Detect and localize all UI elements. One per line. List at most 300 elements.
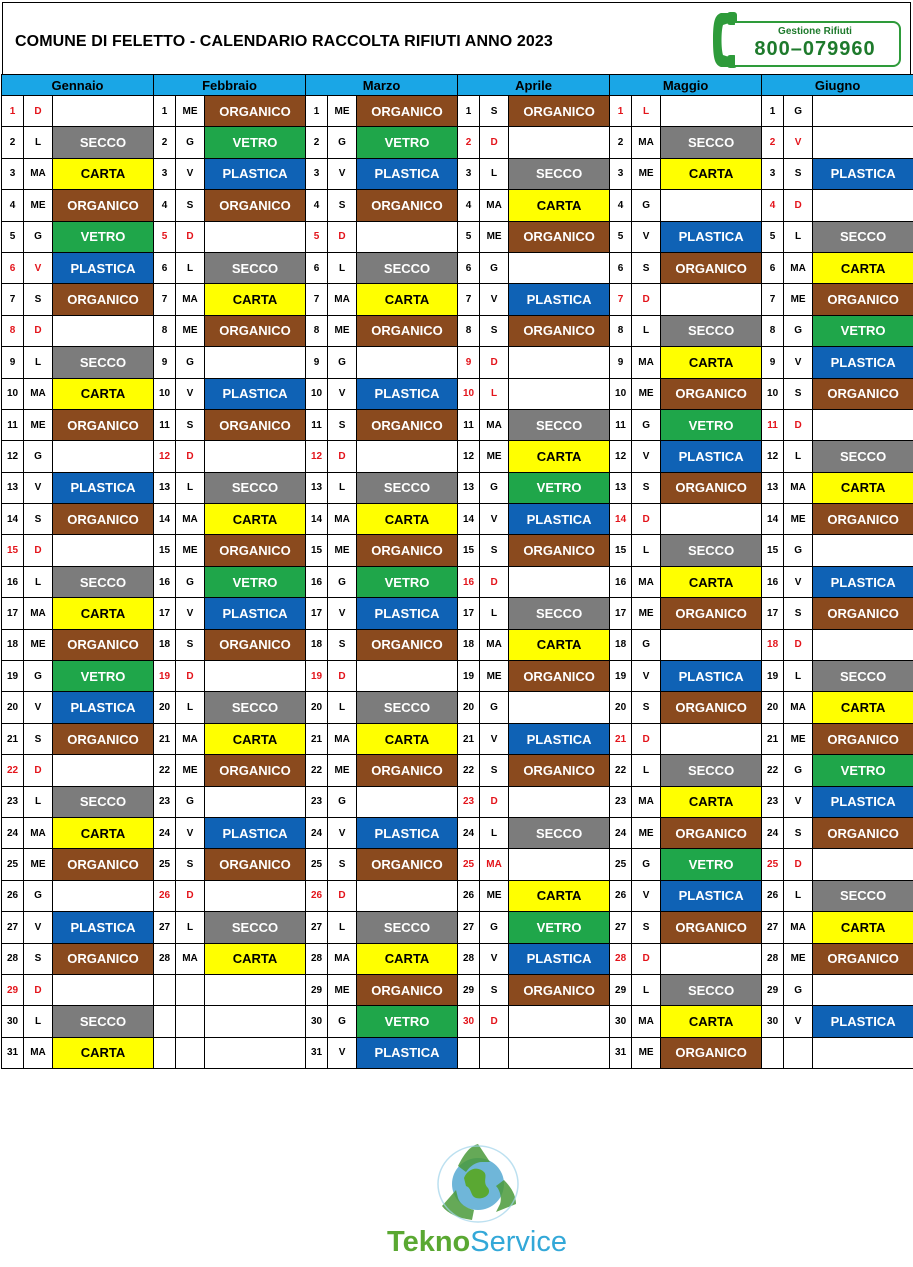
weekday: V [632, 880, 661, 911]
weekday: G [176, 347, 205, 378]
day-number: 14 [610, 504, 632, 535]
waste-type-cell: ORGANICO [53, 504, 154, 535]
day-number: 20 [762, 692, 784, 723]
waste-type-cell [661, 96, 762, 127]
weekday: L [480, 158, 509, 189]
waste-type-cell: ORGANICO [53, 723, 154, 754]
waste-type-cell: VETRO [53, 661, 154, 692]
weekday: L [632, 96, 661, 127]
weekday: ME [328, 974, 357, 1005]
weekday: S [480, 974, 509, 1005]
waste-type-cell: PLASTICA [205, 158, 306, 189]
waste-type-cell: VETRO [53, 221, 154, 252]
weekday: G [632, 629, 661, 660]
waste-type-cell [205, 880, 306, 911]
day-number: 1 [154, 96, 176, 127]
waste-type-cell: PLASTICA [661, 221, 762, 252]
waste-type-cell: ORGANICO [357, 629, 458, 660]
day-number: 12 [458, 441, 480, 472]
weekday: G [784, 755, 813, 786]
day-number: 7 [610, 284, 632, 315]
waste-type-cell: CARTA [53, 598, 154, 629]
waste-type-cell: SECCO [661, 127, 762, 158]
day-number: 16 [458, 566, 480, 597]
day-row [2, 912, 913, 943]
day-number: 3 [306, 158, 328, 189]
waste-type-cell: SECCO [661, 315, 762, 346]
day-number: 6 [458, 252, 480, 283]
waste-type-cell: SECCO [661, 755, 762, 786]
weekday: L [480, 378, 509, 409]
waste-type-cell: ORGANICO [205, 315, 306, 346]
waste-type-cell [661, 504, 762, 535]
waste-type-cell: SECCO [813, 221, 913, 252]
waste-type-cell: ORGANICO [813, 284, 913, 315]
day-number: 26 [2, 880, 24, 911]
weekday: MA [480, 409, 509, 440]
waste-type-cell: PLASTICA [509, 943, 610, 974]
waste-type-cell: PLASTICA [813, 1006, 913, 1037]
weekday: G [480, 252, 509, 283]
day-number: 23 [306, 786, 328, 817]
day-number: 16 [2, 566, 24, 597]
waste-type-cell [813, 409, 913, 440]
waste-type-cell: ORGANICO [205, 755, 306, 786]
waste-type-cell: CARTA [661, 347, 762, 378]
day-number: 30 [306, 1006, 328, 1037]
day-number: 5 [306, 221, 328, 252]
weekday: L [632, 755, 661, 786]
waste-type-cell: ORGANICO [661, 1037, 762, 1068]
day-number: 19 [610, 661, 632, 692]
weekday: ME [328, 755, 357, 786]
day-number: 15 [458, 535, 480, 566]
waste-type-cell: PLASTICA [509, 284, 610, 315]
waste-type-cell: ORGANICO [661, 912, 762, 943]
waste-type-cell: CARTA [813, 912, 913, 943]
weekday: V [784, 1006, 813, 1037]
weekday: S [632, 472, 661, 503]
weekday: MA [632, 127, 661, 158]
weekday: G [328, 1006, 357, 1037]
waste-type-cell: ORGANICO [357, 849, 458, 880]
day-row [2, 974, 913, 1005]
weekday: G [784, 974, 813, 1005]
day-row [2, 849, 913, 880]
phone-badge [711, 11, 901, 67]
weekday: D [24, 974, 53, 1005]
day-number: 23 [762, 786, 784, 817]
day-number: 7 [458, 284, 480, 315]
day-number: 11 [458, 409, 480, 440]
weekday: G [24, 441, 53, 472]
waste-type-cell [53, 974, 154, 1005]
waste-type-cell [509, 252, 610, 283]
waste-type-cell: ORGANICO [509, 974, 610, 1005]
weekday: D [176, 880, 205, 911]
weekday: S [24, 284, 53, 315]
day-number: 15 [2, 535, 24, 566]
waste-type-cell: SECCO [509, 158, 610, 189]
day-number: 30 [458, 1006, 480, 1037]
month-header: Aprile [458, 75, 610, 96]
weekday: G [480, 912, 509, 943]
weekday: L [24, 127, 53, 158]
waste-type-cell [813, 629, 913, 660]
day-number: 1 [762, 96, 784, 127]
waste-type-cell: PLASTICA [813, 786, 913, 817]
waste-type-cell: ORGANICO [357, 535, 458, 566]
waste-type-cell: ORGANICO [813, 504, 913, 535]
day-number: 21 [458, 723, 480, 754]
weekday: D [480, 127, 509, 158]
day-number: 13 [306, 472, 328, 503]
weekday: D [784, 629, 813, 660]
waste-type-cell: PLASTICA [357, 158, 458, 189]
day-number: 9 [762, 347, 784, 378]
day-number: 14 [458, 504, 480, 535]
waste-type-cell: ORGANICO [205, 409, 306, 440]
weekday: G [24, 880, 53, 911]
day-number: 1 [458, 96, 480, 127]
waste-type-cell [813, 849, 913, 880]
day-number: 26 [306, 880, 328, 911]
day-number: 23 [458, 786, 480, 817]
waste-type-cell [53, 96, 154, 127]
day-number: 16 [154, 566, 176, 597]
waste-type-cell: VETRO [661, 409, 762, 440]
waste-type-cell: SECCO [661, 535, 762, 566]
weekday: G [480, 472, 509, 503]
waste-type-cell [661, 284, 762, 315]
weekday: L [176, 912, 205, 943]
day-row [2, 755, 913, 786]
day-number: 10 [458, 378, 480, 409]
waste-type-cell: ORGANICO [813, 598, 913, 629]
day-number: 9 [610, 347, 632, 378]
waste-type-cell [205, 661, 306, 692]
weekday: V [784, 786, 813, 817]
waste-type-cell [509, 786, 610, 817]
waste-type-cell: VETRO [813, 755, 913, 786]
waste-type-cell [357, 661, 458, 692]
day-number: 18 [762, 629, 784, 660]
weekday: MA [176, 284, 205, 315]
weekday: D [328, 221, 357, 252]
day-number: 9 [458, 347, 480, 378]
day-row [2, 723, 913, 754]
day-number: 24 [762, 817, 784, 848]
waste-type-cell: ORGANICO [661, 817, 762, 848]
day-number: 3 [762, 158, 784, 189]
waste-type-cell: SECCO [53, 347, 154, 378]
waste-type-cell: PLASTICA [53, 472, 154, 503]
weekday [176, 1006, 205, 1037]
day-number: 19 [762, 661, 784, 692]
weekday: D [176, 221, 205, 252]
day-number: 14 [762, 504, 784, 535]
day-number: 17 [458, 598, 480, 629]
day-number: 2 [306, 127, 328, 158]
day-number: 10 [306, 378, 328, 409]
weekday: L [176, 692, 205, 723]
day-number: 8 [154, 315, 176, 346]
day-number: 7 [306, 284, 328, 315]
waste-type-cell: PLASTICA [53, 912, 154, 943]
waste-type-cell: VETRO [205, 127, 306, 158]
weekday: ME [784, 723, 813, 754]
waste-type-cell: ORGANICO [509, 661, 610, 692]
waste-type-cell [205, 1006, 306, 1037]
waste-type-cell: ORGANICO [53, 190, 154, 221]
month-header: Marzo [306, 75, 458, 96]
day-number: 14 [306, 504, 328, 535]
weekday: L [328, 692, 357, 723]
waste-type-cell: VETRO [357, 1006, 458, 1037]
waste-calendar-table [1, 74, 913, 1069]
waste-type-cell: VETRO [357, 566, 458, 597]
waste-type-cell: CARTA [205, 284, 306, 315]
header [2, 2, 911, 74]
day-number: 1 [2, 96, 24, 127]
day-number: 29 [610, 974, 632, 1005]
weekday: D [784, 409, 813, 440]
weekday: MA [328, 284, 357, 315]
day-number [762, 1037, 784, 1068]
day-number: 20 [610, 692, 632, 723]
day-number: 26 [154, 880, 176, 911]
waste-type-cell [357, 347, 458, 378]
waste-type-cell: VETRO [813, 315, 913, 346]
waste-type-cell: ORGANICO [53, 409, 154, 440]
waste-type-cell [509, 849, 610, 880]
waste-type-cell: CARTA [661, 566, 762, 597]
day-number: 14 [2, 504, 24, 535]
weekday: ME [632, 378, 661, 409]
waste-type-cell [205, 441, 306, 472]
waste-type-cell: ORGANICO [661, 692, 762, 723]
day-number: 13 [762, 472, 784, 503]
day-number: 17 [762, 598, 784, 629]
waste-type-cell: CARTA [53, 158, 154, 189]
waste-type-cell: ORGANICO [357, 190, 458, 221]
waste-type-cell: CARTA [53, 817, 154, 848]
day-row [2, 504, 913, 535]
waste-type-cell: VETRO [661, 849, 762, 880]
day-number: 15 [762, 535, 784, 566]
weekday: S [24, 723, 53, 754]
waste-type-cell: ORGANICO [357, 409, 458, 440]
weekday: V [480, 943, 509, 974]
weekday: V [328, 1037, 357, 1068]
day-row [2, 661, 913, 692]
day-row [2, 692, 913, 723]
day-number: 16 [610, 566, 632, 597]
weekday: D [632, 284, 661, 315]
day-number: 28 [154, 943, 176, 974]
day-number: 5 [762, 221, 784, 252]
day-number: 8 [2, 315, 24, 346]
day-row [2, 347, 913, 378]
day-number: 17 [2, 598, 24, 629]
day-number: 29 [458, 974, 480, 1005]
weekday: MA [480, 849, 509, 880]
weekday: MA [632, 786, 661, 817]
weekday: MA [480, 629, 509, 660]
waste-type-cell: ORGANICO [53, 849, 154, 880]
waste-type-cell: CARTA [53, 378, 154, 409]
weekday: ME [480, 661, 509, 692]
waste-type-cell: PLASTICA [661, 661, 762, 692]
weekday: V [24, 472, 53, 503]
waste-type-cell: CARTA [205, 943, 306, 974]
waste-type-cell: CARTA [661, 1006, 762, 1037]
day-row [2, 96, 913, 127]
weekday: S [176, 409, 205, 440]
weekday: S [480, 535, 509, 566]
day-number: 18 [2, 629, 24, 660]
weekday: S [24, 504, 53, 535]
weekday: S [24, 943, 53, 974]
waste-type-cell: CARTA [357, 284, 458, 315]
day-number: 20 [2, 692, 24, 723]
day-number: 18 [610, 629, 632, 660]
waste-type-cell: ORGANICO [661, 252, 762, 283]
waste-type-cell: CARTA [509, 441, 610, 472]
day-number: 9 [306, 347, 328, 378]
weekday: V [24, 692, 53, 723]
waste-type-cell: VETRO [509, 912, 610, 943]
weekday: V [632, 441, 661, 472]
weekday: ME [176, 315, 205, 346]
weekday: ME [784, 943, 813, 974]
waste-type-cell: SECCO [661, 974, 762, 1005]
waste-type-cell [53, 441, 154, 472]
weekday: MA [784, 912, 813, 943]
day-number: 19 [154, 661, 176, 692]
day-number: 6 [306, 252, 328, 283]
weekday: L [632, 315, 661, 346]
logo-wordmark [372, 1226, 582, 1259]
waste-type-cell: CARTA [813, 252, 913, 283]
weekday: V [632, 221, 661, 252]
weekday: ME [328, 315, 357, 346]
day-row [2, 441, 913, 472]
day-number: 20 [306, 692, 328, 723]
waste-type-cell [813, 127, 913, 158]
waste-type-cell: PLASTICA [357, 598, 458, 629]
waste-type-cell: SECCO [357, 252, 458, 283]
day-row [2, 221, 913, 252]
day-row [2, 127, 913, 158]
weekday: L [784, 661, 813, 692]
day-number: 10 [610, 378, 632, 409]
weekday: ME [632, 158, 661, 189]
weekday: G [632, 409, 661, 440]
weekday: ME [632, 1037, 661, 1068]
weekday: MA [176, 504, 205, 535]
weekday: MA [328, 943, 357, 974]
waste-type-cell: PLASTICA [205, 378, 306, 409]
day-number: 12 [610, 441, 632, 472]
day-number: 20 [154, 692, 176, 723]
weekday: D [328, 441, 357, 472]
day-number: 17 [306, 598, 328, 629]
waste-type-cell [357, 221, 458, 252]
day-number: 5 [458, 221, 480, 252]
month-header-row [2, 75, 913, 96]
weekday: G [24, 661, 53, 692]
day-number: 27 [306, 912, 328, 943]
day-number: 7 [154, 284, 176, 315]
weekday: L [328, 252, 357, 283]
waste-type-cell: ORGANICO [813, 723, 913, 754]
day-number: 5 [2, 221, 24, 252]
weekday: V [176, 158, 205, 189]
waste-type-cell [509, 1006, 610, 1037]
day-number: 30 [610, 1006, 632, 1037]
day-number: 11 [306, 409, 328, 440]
day-number: 28 [306, 943, 328, 974]
waste-type-cell [357, 441, 458, 472]
day-number: 25 [762, 849, 784, 880]
day-number: 15 [306, 535, 328, 566]
day-number: 21 [2, 723, 24, 754]
day-number: 23 [610, 786, 632, 817]
weekday: MA [24, 158, 53, 189]
weekday [784, 1037, 813, 1068]
weekday: V [632, 661, 661, 692]
day-number: 27 [762, 912, 784, 943]
day-number: 26 [610, 880, 632, 911]
day-number: 4 [154, 190, 176, 221]
weekday: ME [176, 535, 205, 566]
waste-type-cell: CARTA [53, 1037, 154, 1068]
waste-type-cell: CARTA [813, 692, 913, 723]
day-number: 6 [2, 252, 24, 283]
waste-type-cell: PLASTICA [205, 598, 306, 629]
waste-type-cell: PLASTICA [813, 347, 913, 378]
waste-type-cell: VETRO [509, 472, 610, 503]
weekday: V [328, 378, 357, 409]
weekday [176, 1037, 205, 1068]
weekday: D [176, 441, 205, 472]
weekday: L [24, 786, 53, 817]
weekday: ME [480, 221, 509, 252]
waste-type-cell: PLASTICA [53, 252, 154, 283]
waste-type-cell: PLASTICA [509, 723, 610, 754]
waste-type-cell: ORGANICO [661, 598, 762, 629]
day-number: 8 [762, 315, 784, 346]
day-row [2, 158, 913, 189]
day-number: 29 [2, 974, 24, 1005]
waste-type-cell [53, 755, 154, 786]
weekday: L [176, 252, 205, 283]
waste-type-cell: ORGANICO [661, 472, 762, 503]
day-number: 30 [762, 1006, 784, 1037]
weekday: L [24, 1006, 53, 1037]
weekday: S [784, 158, 813, 189]
waste-type-cell: CARTA [205, 723, 306, 754]
waste-type-cell: SECCO [357, 912, 458, 943]
waste-type-cell [205, 347, 306, 378]
weekday: V [328, 158, 357, 189]
weekday: S [328, 190, 357, 221]
day-number: 18 [154, 629, 176, 660]
day-number: 18 [306, 629, 328, 660]
day-row [2, 880, 913, 911]
weekday: S [480, 315, 509, 346]
